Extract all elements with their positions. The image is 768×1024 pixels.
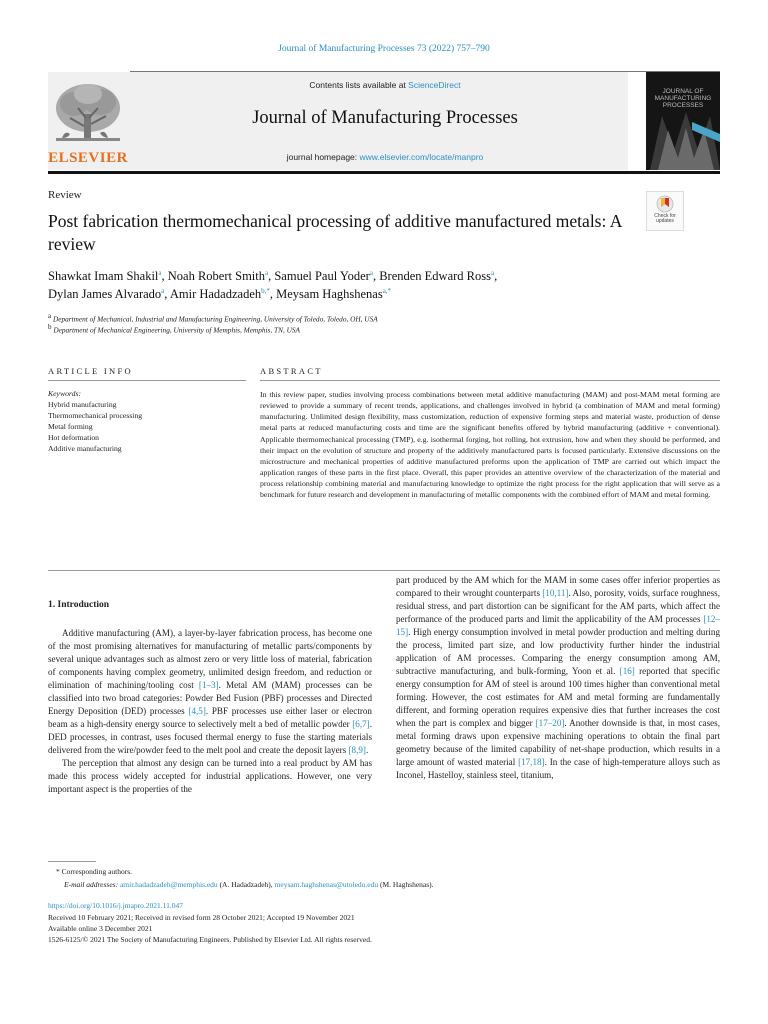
affiliation-mark[interactable]: b,* — [261, 286, 270, 295]
keywords-block — [48, 388, 248, 454]
author-name[interactable]: Samuel Paul Yoder — [274, 269, 370, 283]
author-name[interactable]: Amir Hadadzadeh — [169, 287, 262, 302]
asterisk-mark: * — [56, 867, 60, 876]
journal-homepage-line — [130, 152, 640, 162]
elsevier-wordmark[interactable]: ELSEVIER — [48, 150, 128, 166]
abstract-text: In this review paper, studies involving process combinations between metal additive manufacturing (MAM) and post-MAM metal forming are reviewed to provide a summary of recent trends, applications, and challenges involved in hybrid (a combination of MAM and metal forming) manufacturing. Unlimited design flexibility, mass customization, reduction of expensive forming steps and material waste, production of dense metal parts at reduced manufacturing costs and time are the significant benefits offered by hybrid manufacturing (additive + conventional). Applicable thermomechanical processing (TMP), e.g. isothermal forging, hot rolling, hot extrusion, how and when they should be performed, and their impact on the evolution of structure and property of the additively manufactured parts is focused particularly. Extensive discussions on the microstructure and mechanical properties of additive manufactured preforms upon the application of TMP are carried out which impact the application ranges of these parts in the first place. Overall, this paper provides an attentive overview of the characterization of the material and process relationship combining material and manufacturing knowledge to optimize the right process for the right application that will serve as a benchmark for future research and development in manufacturing of metallic components with the combined effort of MAM and metal forming. — [260, 390, 720, 500]
intro-paragraph-continued — [396, 574, 720, 782]
affiliation-a-text: Department of Mechanical, Industrial and Manufacturing Engineering, University of Toledo, Toledo, OH, USA — [52, 314, 378, 324]
journal-citation[interactable]: Journal of Manufacturing Processes 73 (2022) 757–790 — [278, 44, 490, 54]
homepage-prefix: journal homepage: — [286, 152, 360, 162]
author-name[interactable]: Meysam Haghshenas — [276, 287, 383, 302]
cover-graphic — [646, 72, 720, 170]
author-name[interactable]: Dylan James Alvarado — [48, 287, 162, 302]
text-run: . Also, porosity, voids, surface roughness, residual stress, and part distortion can be significant for the AM parts, which affect the performance of the produced parts and limit the applicability of the AM processes — [396, 588, 720, 624]
reference-link[interactable]: [10,11] — [542, 588, 569, 598]
keyword-item: Thermomechanical processing — [48, 411, 143, 421]
text-run: . Metal AM (MAM) processes can be classified into two broad categories: Powder Bed Fusion (PBF) processes and Directed Energy Deposition (DED) processes — [48, 680, 372, 716]
email-label: E-mail addresses: — [64, 880, 120, 889]
affiliation-mark[interactable]: a — [161, 286, 165, 295]
text-run: . PBF processes use either laser or electron beam as a high-density energy source to selectively melt a bed of metallic powder — [48, 706, 372, 729]
reference-link[interactable]: [8,9] — [348, 745, 366, 755]
available-online-date: Available online 3 December 2021 — [48, 924, 153, 933]
cover-title-text: JOURNAL OF MANUFACTURING PROCESSES — [654, 88, 712, 110]
text-run: . Another downside is that, in most cases, metal forming draws upon expensive machining operations to obtain the final part geometry because of the limited capability of net-shape production, which results in a large amount of wasted material — [396, 718, 720, 767]
sciencedirect-link[interactable]: ScienceDirect — [408, 80, 461, 90]
author-name[interactable]: Shawkat Imam Shakil — [48, 269, 159, 283]
journal-cover-thumbnail[interactable] — [646, 72, 720, 170]
keywords-label: Keywords: — [48, 389, 82, 398]
email-addresses-note — [64, 880, 434, 889]
email-link-haghshenas[interactable]: meysam.haghshenas@utoledo.edu — [274, 880, 379, 889]
affiliation-b-mark: b — [48, 323, 52, 331]
keyword-item: Additive manufacturing — [48, 444, 122, 454]
keyword-item: Hot deformation — [48, 433, 100, 443]
text-run: . DED processes, in contrast, uses focused thermal energy to fuse the starting materials delivered from the wire/powder feed to the melt pool and create the deposit layers — [48, 719, 372, 755]
text-run: part produced by the AM which for the MAM in some cases offer inferior properties as compared to their wrought counterparts — [396, 575, 720, 598]
keyword-item: Metal forming — [48, 422, 93, 432]
text-run: . High energy consumption involved in metal powder production and melting during the process, limited part size, and low productivity further hinder the industrial application of AM processes. Comparing the energy consumption among AM, subtractive manufacturing, and bulk-forming, Yoon et al. — [396, 627, 720, 676]
received-dates: Received 10 February 2021; Received in revised form 28 October 2021; Accepted 19 November 2021 — [48, 913, 355, 922]
check-for-updates-label: Check for updates — [654, 213, 676, 224]
reference-link[interactable]: [16] — [619, 666, 635, 676]
email-link-hadadzadeh[interactable]: amir.hadadzadeh@memphis.edu — [119, 880, 218, 889]
intro-paragraph-1 — [48, 627, 372, 757]
text-run: reported that specific energy consumption for AM of steel is around 100 times higher than conventional metal forming. However, the cost estimates for AM and metal forming are fundamentally different, and forming operation requires expensive dies that further increases the cost when the part is complex and bigger — [396, 666, 720, 728]
abstract-heading: ABSTRACT — [260, 366, 323, 376]
author-name[interactable]: Noah Robert Smith — [167, 269, 265, 283]
text-run: The perception that almost any design can be turned into a real product by AM has made this process widely accepted for industrial applications. However, one very important aspect is the properties of the — [48, 758, 372, 794]
affiliation-mark[interactable]: a,* — [382, 286, 392, 295]
abstract-top-rule — [260, 380, 720, 381]
reference-link[interactable]: [17–20] — [535, 718, 565, 728]
email-owner-hadadzadeh: (A. Hadadzadeh), — [217, 880, 275, 889]
journal-title: Journal of Manufacturing Processes — [252, 108, 518, 128]
reference-link[interactable]: [12–15] — [396, 614, 720, 637]
journal-homepage-link[interactable]: www.elsevier.com/locate/manpro — [359, 152, 484, 162]
keyword-item: Hybrid manufacturing — [48, 400, 117, 410]
email-owner-haghshenas: (M. Haghshenas). — [378, 880, 434, 889]
affiliation-b — [48, 323, 300, 334]
article-info-rule — [48, 380, 246, 381]
footnote-rule — [48, 861, 96, 862]
crossmark-icon — [656, 195, 674, 213]
affiliation-mark[interactable]: a — [491, 268, 495, 277]
affiliation-a-mark: a — [48, 312, 52, 320]
introduction-heading: 1. Introduction — [48, 600, 110, 610]
text-run: . — [365, 745, 369, 755]
article-type-label: Review — [48, 189, 82, 201]
article-info-heading: ARTICLE INFO — [48, 366, 133, 376]
reference-link[interactable]: [4,5] — [188, 706, 206, 716]
header-bottom-rule — [48, 171, 720, 174]
intro-left-column — [48, 627, 372, 796]
author-name[interactable]: Brenden Edward Ross — [379, 269, 491, 283]
corresponding-authors-text: Corresponding authors. — [61, 867, 133, 876]
author-list: Shawkat Imam Shakil$^a$, Noah Robert Smith$^a$, Samuel Paul Yoder$^a$, Brenden Edward Ross$^a$, Dylan James Alvarado$^a$, Amir Hadadzadeh$^{b,*}$, Meysam Haghshenas$^{a,*}$ — [48, 268, 498, 302]
text-run: . In the case of high-temperature alloys such as Inconel, Hastelloy, stainless steel, titanium, — [396, 757, 720, 780]
text-run: Additive manufacturing (AM), a layer-by-layer fabrication process, has become one of the most promising alternatives for manufacturing of metallic parts/components by several unique advantages such as almost zero or very little loss of material, fabrication of components having complex geometry, unlimited design freedom, and reduction or elimination of machining/tooling cost — [48, 628, 372, 690]
affiliation-mark[interactable]: a — [158, 268, 162, 277]
affiliation-b-text: Department of Mechanical Engineering, University of Memphis, Memphis, TN, USA — [53, 325, 300, 335]
check-for-updates-badge[interactable] — [646, 191, 684, 231]
affiliation-mark[interactable]: a — [369, 268, 373, 277]
doi-link[interactable]: https://doi.org/10.1016/j.jmapro.2021.11.047 — [48, 901, 183, 910]
reference-link[interactable]: [6,7] — [352, 719, 370, 729]
copyright-line: 1526-6125/© 2021 The Society of Manufacturing Engineers. Published by Elsevier Ltd. All rights reserved. — [48, 935, 372, 944]
corresponding-authors-note — [56, 867, 132, 876]
affiliation-mark[interactable]: a — [264, 268, 269, 277]
contents-available-line — [130, 80, 640, 90]
affiliation-a — [48, 312, 378, 323]
reference-link[interactable]: [1–3] — [198, 680, 219, 690]
intro-paragraph-2 — [48, 757, 372, 796]
intro-right-column — [396, 574, 720, 782]
abstract-bottom-rule — [48, 570, 720, 571]
reference-link[interactable]: [17,18] — [518, 757, 545, 767]
paper-title: Post fabrication thermomechanical processing of additive manufactured metals: A review — [48, 211, 622, 254]
contents-prefix: Contents lists available at — [309, 80, 409, 90]
